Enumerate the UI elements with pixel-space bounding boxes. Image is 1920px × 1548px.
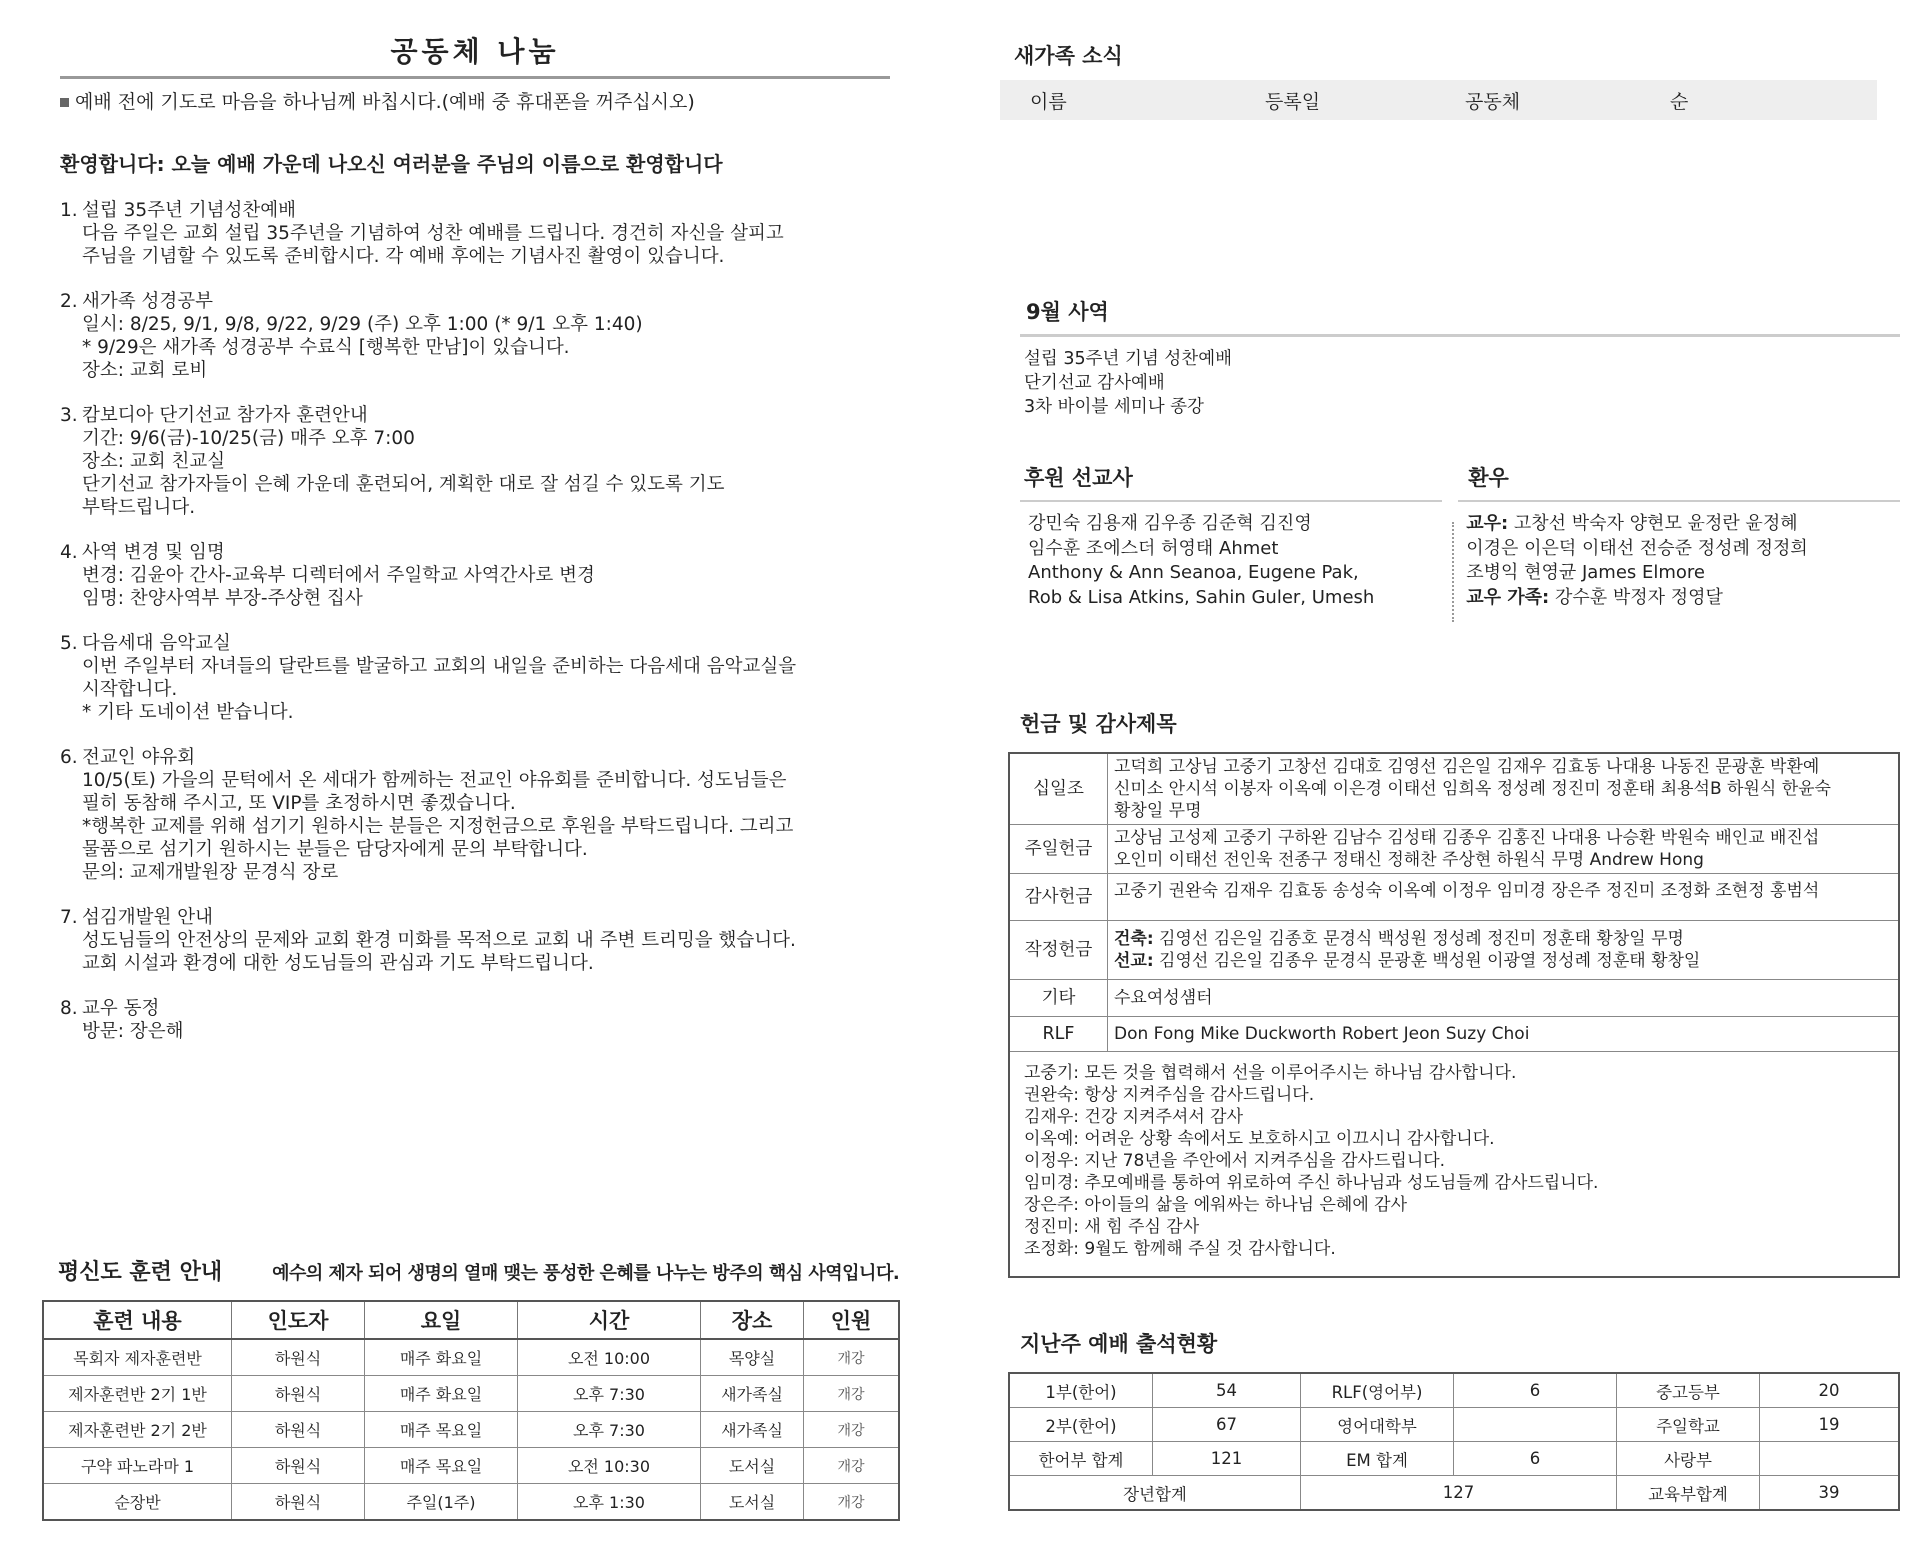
list-item: 임수훈 조에스더 허영태 Ahmet — [1028, 537, 1279, 559]
offering-names — [1108, 1017, 1900, 1052]
prayer-note-text: 예배 전에 기도로 마음을 하나님께 바칩시다.(예배 중 휴대폰을 꺼주십시오) — [75, 91, 695, 113]
list-item — [1466, 586, 1900, 611]
list-item: 김재우: 건강 지켜주셔서 감사 — [1024, 1107, 1244, 1127]
table-cell: 사랑부 — [1617, 1442, 1760, 1476]
announcement-title: 교우 동정 — [82, 998, 160, 1019]
table-cell: 오전 10:30 — [518, 1448, 701, 1484]
table-cell: 6 — [1454, 1442, 1617, 1476]
sick-names: 강수훈 박정자 정영달 — [1549, 586, 1723, 608]
announcement-item — [60, 541, 890, 610]
list-item: 설립 35주년 기념 성찬예배 — [1024, 349, 1233, 369]
table-cell: 새가족실 — [701, 1412, 804, 1448]
list-item: 임미경: 추모예배를 통하여 위로하여 주신 하나님과 성도님들께 감사드립니다. — [1024, 1173, 1599, 1193]
square-bullet-icon — [60, 98, 69, 107]
title-divider — [60, 76, 890, 79]
announcement-body: 성도님들의 안전상의 문제와 교회 환경 미화를 목적으로 교회 내 주변 트리밍을 했습니다. 교회 시설과 환경에 대한 성도님들의 관심과 기도 부탁드립니다. — [82, 930, 796, 974]
table-cell: 2부(한어) — [1009, 1408, 1153, 1442]
names-line: 수요여성섐터 — [1114, 988, 1213, 1008]
announcement-number: 5. — [60, 633, 78, 654]
right-column — [1000, 30, 1900, 120]
table-row — [1009, 753, 1899, 825]
offering-names — [1108, 921, 1900, 980]
offering-names — [1108, 980, 1900, 1017]
list-item — [1466, 561, 1900, 586]
offering-label: RLF — [1009, 1017, 1108, 1052]
list-item: 장은주: 아이들의 삶을 에워싸는 하나님 은혜에 감사 — [1024, 1195, 1408, 1215]
table-row — [1009, 1373, 1899, 1408]
sick-names: 고창선 박숙자 양현모 윤정란 윤정혜 — [1508, 513, 1798, 534]
names-line: 신미소 안시석 이봉자 이옥예 이은경 이태선 임희옥 정성례 정진미 정훈태 최용석B 하원식 한윤숙 — [1114, 779, 1831, 799]
list-item: 강민숙 김용재 김우종 김준혁 김진영 — [1028, 513, 1312, 534]
section-divider — [1458, 500, 1900, 502]
pledge-category-label: 선교: — [1114, 951, 1154, 971]
announcement-number: 2. — [60, 291, 78, 312]
announcement-number: 8. — [60, 998, 78, 1019]
sick-label: 교우 가족: — [1466, 586, 1550, 608]
missionaries-title: 후원 선교사 — [1024, 466, 1133, 490]
table-cell: 한어부 합계 — [1009, 1442, 1153, 1476]
sick-title: 환우 — [1468, 466, 1509, 490]
offering-label: 감사헌금 — [1009, 874, 1108, 921]
table-cell: 54 — [1153, 1373, 1301, 1408]
announcement-number: 3. — [60, 405, 78, 426]
table-cell: 주일(1주) — [365, 1484, 518, 1521]
table-cell: 개강 — [804, 1484, 900, 1521]
sick-names: 이경은 이은덕 이태선 전승준 정성례 정정희 — [1466, 537, 1808, 559]
table-cell: 제자훈련반 2기 1반 — [43, 1376, 232, 1412]
announcement-body: 10/5(토) 가을의 문턱에서 온 세대가 함께하는 전교인 야유회를 준비합니다. 성도님들은 필히 동참해 주시고, 또 VIP를 초정하시면 좋겠습니다. *행복한 교제를 위해 섬기기 원하시는 분들은 지정헌금으로 후원을 부탁드립니다. 그리고 물품으로 섬기기 원하시는 분들은 담당자에게 문의 부탁합니다. 문의: 교제개발원장 문경식 장로 — [82, 770, 794, 883]
list-item: 이정우: 지난 78년을 주안에서 지켜주심을 감사드립니다. — [1024, 1151, 1446, 1171]
announcement-title: 섬김개발원 안내 — [82, 907, 213, 928]
announcement-body: 변경: 김윤아 간사-교육부 디렉터에서 주일학교 사역간사로 변경 임명: 찬양사역부 부장-주상현 집사 — [82, 565, 595, 609]
table-row — [43, 1484, 899, 1521]
names-line: 황창일 무명 — [1114, 801, 1202, 821]
training-header-cell: 인도자 — [232, 1301, 365, 1339]
offering-table — [1008, 752, 1900, 1278]
prayer-note — [60, 87, 890, 114]
training-header-cell: 인원 — [804, 1301, 900, 1339]
table-cell: 개강 — [804, 1339, 900, 1376]
training-subtitle: 예수의 제자 되어 생명의 열매 맺는 풍성한 은혜를 나누는 방주의 핵심 사역입니다. — [272, 1263, 900, 1284]
sick-label: 교우: — [1466, 513, 1509, 534]
welcome-heading: 환영합니다: 오늘 예배 가운데 나오신 여러분을 주님의 이름으로 환영합니다 — [60, 152, 723, 176]
table-cell: 20 — [1760, 1373, 1900, 1408]
september-list — [1020, 347, 1900, 419]
missionaries-block — [1020, 462, 1442, 610]
column-divider — [1452, 522, 1454, 622]
training-header-cell: 시간 — [518, 1301, 701, 1339]
table-row — [43, 1448, 899, 1484]
sick-block — [1458, 462, 1900, 610]
names-line — [1114, 950, 1892, 972]
names-line: 고상님 고성제 고중기 구하완 김남수 김성태 김종우 김홍진 나대용 나승환 박원숙 배인교 배진섭 — [1114, 828, 1820, 848]
new-family-title: 새가족 소식 — [1014, 44, 1123, 68]
offering-names — [1108, 753, 1900, 825]
names-line: 고중기 권완숙 김재우 김효동 송성숙 이옥예 이정우 임미경 장은주 정진미 조정화 조현정 홍범석 — [1114, 881, 1820, 901]
table-cell: 중고등부 — [1617, 1373, 1760, 1408]
offering-label: 주일헌금 — [1009, 825, 1108, 874]
announcement-number: 6. — [60, 747, 78, 768]
table-row — [43, 1412, 899, 1448]
table-cell: 하원식 — [232, 1376, 365, 1412]
training-header-row — [43, 1301, 899, 1339]
table-cell: 순장반 — [43, 1484, 232, 1521]
announcement-body: 이번 주일부터 자녀들의 달란트를 발굴하고 교회의 내일을 준비하는 다음세대 음악교실을 시작합니다. * 기타 도네이션 받습니다. — [82, 656, 797, 723]
table-cell: 오전 10:00 — [518, 1339, 701, 1376]
missionaries-list — [1020, 512, 1442, 610]
offering-label: 작정헌금 — [1009, 921, 1108, 980]
announcement-body: 다음 주일은 교회 설립 35주년을 기념하여 성찬 예배를 드립니다. 경건히 자신을 살피고 주님을 기념할 수 있도록 준비합시다. 각 예배 후에는 기념사진 촬영이 있습니다. — [82, 223, 784, 267]
table-cell: 도서실 — [701, 1484, 804, 1521]
table-cell: 121 — [1153, 1442, 1301, 1476]
training-header-cell: 장소 — [701, 1301, 804, 1339]
table-cell: 목양실 — [701, 1339, 804, 1376]
table-row — [1009, 1476, 1899, 1511]
table-cell — [1760, 1442, 1900, 1476]
table-cell: 매주 화요일 — [365, 1339, 518, 1376]
list-item: 단기선교 감사예배 — [1024, 373, 1165, 393]
training-table — [42, 1300, 900, 1521]
table-cell: 주일학교 — [1617, 1408, 1760, 1442]
announcement-item — [60, 199, 890, 268]
table-row — [1009, 1052, 1899, 1278]
announcement-number: 7. — [60, 907, 78, 928]
announcement-item — [60, 404, 890, 519]
table-row — [1009, 980, 1899, 1017]
table-cell: 교육부합계 — [1617, 1476, 1760, 1511]
list-item — [1466, 537, 1900, 562]
announcement-title: 다음세대 음악교실 — [82, 633, 231, 654]
table-cell: 67 — [1153, 1408, 1301, 1442]
table-cell: RLF(영어부) — [1301, 1373, 1454, 1408]
training-title: 평신도 훈련 안내 — [58, 1260, 223, 1285]
pledge-names: 김영선 김은일 김종우 문경식 문광훈 백성원 이광열 정성례 정훈태 황창일 — [1153, 951, 1701, 971]
lay-training-section — [42, 1255, 902, 1521]
table-cell: 6 — [1454, 1373, 1617, 1408]
table-row — [43, 1376, 899, 1412]
names-line: 오인미 이태선 전인욱 전종구 정태신 정해찬 주상현 하원식 무명 Andrew Hong — [1114, 850, 1704, 870]
announcement-title: 새가족 성경공부 — [82, 291, 213, 312]
new-family-header — [1000, 80, 1877, 120]
table-cell: 127 — [1301, 1476, 1617, 1511]
table-cell: 제자훈련반 2기 2반 — [43, 1412, 232, 1448]
names-line — [1114, 928, 1892, 950]
table-row — [43, 1339, 899, 1376]
table-cell: 개강 — [804, 1376, 900, 1412]
announcement-number: 1. — [60, 200, 78, 221]
announcement-item — [60, 290, 890, 382]
list-item: 이옥예: 어려운 상황 속에서도 보호하시고 이끄시니 감사합니다. — [1024, 1129, 1495, 1149]
announcement-title: 설립 35주년 기념성찬예배 — [82, 200, 297, 221]
table-cell: 오후 7:30 — [518, 1412, 701, 1448]
table-row — [1009, 1017, 1899, 1052]
thanks-list — [1009, 1052, 1899, 1278]
offering-names — [1108, 874, 1900, 921]
table-cell: 오후 7:30 — [518, 1376, 701, 1412]
sick-list — [1458, 512, 1900, 610]
section-divider — [1020, 334, 1900, 337]
table-cell: 하원식 — [232, 1448, 365, 1484]
table-cell: 19 — [1760, 1408, 1900, 1442]
attendance-section — [1008, 1328, 1900, 1511]
announcement-list — [60, 199, 890, 1043]
table-cell: 개강 — [804, 1412, 900, 1448]
offering-label: 기타 — [1009, 980, 1108, 1017]
table-row — [1009, 1442, 1899, 1476]
offering-names — [1108, 825, 1900, 874]
offering-label: 십일조 — [1009, 753, 1108, 825]
table-cell: 개강 — [804, 1448, 900, 1484]
community-sharing-section — [60, 30, 890, 1065]
list-item: 권완숙: 항상 지켜주심을 감사드립니다. — [1024, 1085, 1315, 1105]
announcement-title: 전교인 야유회 — [82, 747, 196, 768]
names-line: Don Fong Mike Duckworth Robert Jeon Suzy Choi — [1114, 1024, 1530, 1044]
announcement-title: 캄보디아 단기선교 참가자 훈련안내 — [82, 405, 368, 426]
table-cell: 도서실 — [701, 1448, 804, 1484]
announcement-number: 4. — [60, 542, 78, 563]
pledge-names: 김영선 김은일 김종호 문경식 백성원 정성례 정진미 정훈태 황창일 무명 — [1153, 929, 1684, 949]
sick-names: 조병익 현영균 James Elmore — [1466, 562, 1706, 583]
table-cell: 장년합계 — [1009, 1476, 1301, 1511]
section-divider — [1020, 500, 1442, 502]
table-cell: 매주 목요일 — [365, 1448, 518, 1484]
table-cell: 영어대학부 — [1301, 1408, 1454, 1442]
offering-title: 헌금 및 감사제목 — [1020, 712, 1177, 736]
training-header-cell: 요일 — [365, 1301, 518, 1339]
new-family-header-cell: 등록일 — [1265, 90, 1321, 113]
announcement-title: 사역 변경 및 임명 — [82, 542, 225, 563]
announcement-item — [60, 746, 890, 884]
announcement-body: 기간: 9/6(금)-10/25(금) 매주 오후 7:00 장소: 교회 친교실 단기선교 참가자들이 은혜 가운데 훈련되어, 계획한 대로 잘 섬길 수 있도록 기도 부탁드립니다. — [82, 428, 725, 518]
list-item: 고중기: 모든 것을 협력해서 선을 이루어주시는 하나님 감사합니다. — [1024, 1063, 1517, 1083]
list-item: Rob & Lisa Atkins, Sahin Guler, Umesh — [1028, 586, 1375, 608]
table-cell: 새가족실 — [701, 1376, 804, 1412]
offering-section — [1008, 708, 1900, 1278]
table-row — [1009, 825, 1899, 874]
table-cell: 하원식 — [232, 1412, 365, 1448]
attendance-title: 지난주 예배 출석현황 — [1020, 1332, 1218, 1356]
list-item: 정진미: 새 힘 주심 감사 — [1024, 1217, 1200, 1237]
september-title: 9월 사역 — [1026, 300, 1109, 324]
table-cell: 오후 1:30 — [518, 1484, 701, 1521]
table-cell: 하원식 — [232, 1339, 365, 1376]
list-item — [1466, 512, 1900, 537]
table-cell: 목회자 제자훈련반 — [43, 1339, 232, 1376]
table-cell: 매주 목요일 — [365, 1412, 518, 1448]
list-item: 조정화: 9월도 함께해 주실 것 감사합니다. — [1024, 1239, 1336, 1259]
table-row — [1009, 1408, 1899, 1442]
missionaries-sick-section — [1020, 462, 1900, 610]
september-ministry-section — [1020, 296, 1900, 419]
new-family-header-cell: 공동체 — [1465, 90, 1521, 113]
new-family-header-cell: 이름 — [1030, 90, 1067, 113]
attendance-table — [1008, 1372, 1900, 1511]
announcement-body: 방문: 장은해 — [82, 1021, 184, 1042]
pledge-category-label: 건축: — [1114, 929, 1154, 949]
page-title: 공동체 나눔 — [390, 35, 560, 68]
names-line: 고덕희 고상님 고중기 고창선 김대호 김영선 김은일 김재우 김효동 나대용 나동진 문광훈 박환예 — [1114, 757, 1820, 777]
announcement-item — [60, 997, 890, 1043]
table-cell: 1부(한어) — [1009, 1373, 1153, 1408]
table-row — [1009, 874, 1899, 921]
table-cell: 매주 화요일 — [365, 1376, 518, 1412]
table-row — [1009, 921, 1899, 980]
list-item: Anthony & Ann Seanoa, Eugene Pak, — [1028, 562, 1359, 583]
table-cell: 39 — [1760, 1476, 1900, 1511]
table-cell: 하원식 — [232, 1484, 365, 1521]
list-item: 3차 바이블 세미나 종강 — [1024, 397, 1204, 417]
new-family-header-cell: 순 — [1670, 90, 1689, 113]
announcement-item — [60, 632, 890, 724]
announcement-item — [60, 906, 890, 975]
table-cell: EM 합계 — [1301, 1442, 1454, 1476]
table-cell — [1454, 1408, 1617, 1442]
training-header-cell: 훈련 내용 — [43, 1301, 232, 1339]
table-cell: 구약 파노라마 1 — [43, 1448, 232, 1484]
announcement-body: 일시: 8/25, 9/1, 9/8, 9/22, 9/29 (주) 오후 1:00 (* 9/1 오후 1:40) * 9/29은 새가족 성경공부 수료식 [행복한 만남]이 있습니다. 장소: 교회 로비 — [82, 314, 643, 381]
